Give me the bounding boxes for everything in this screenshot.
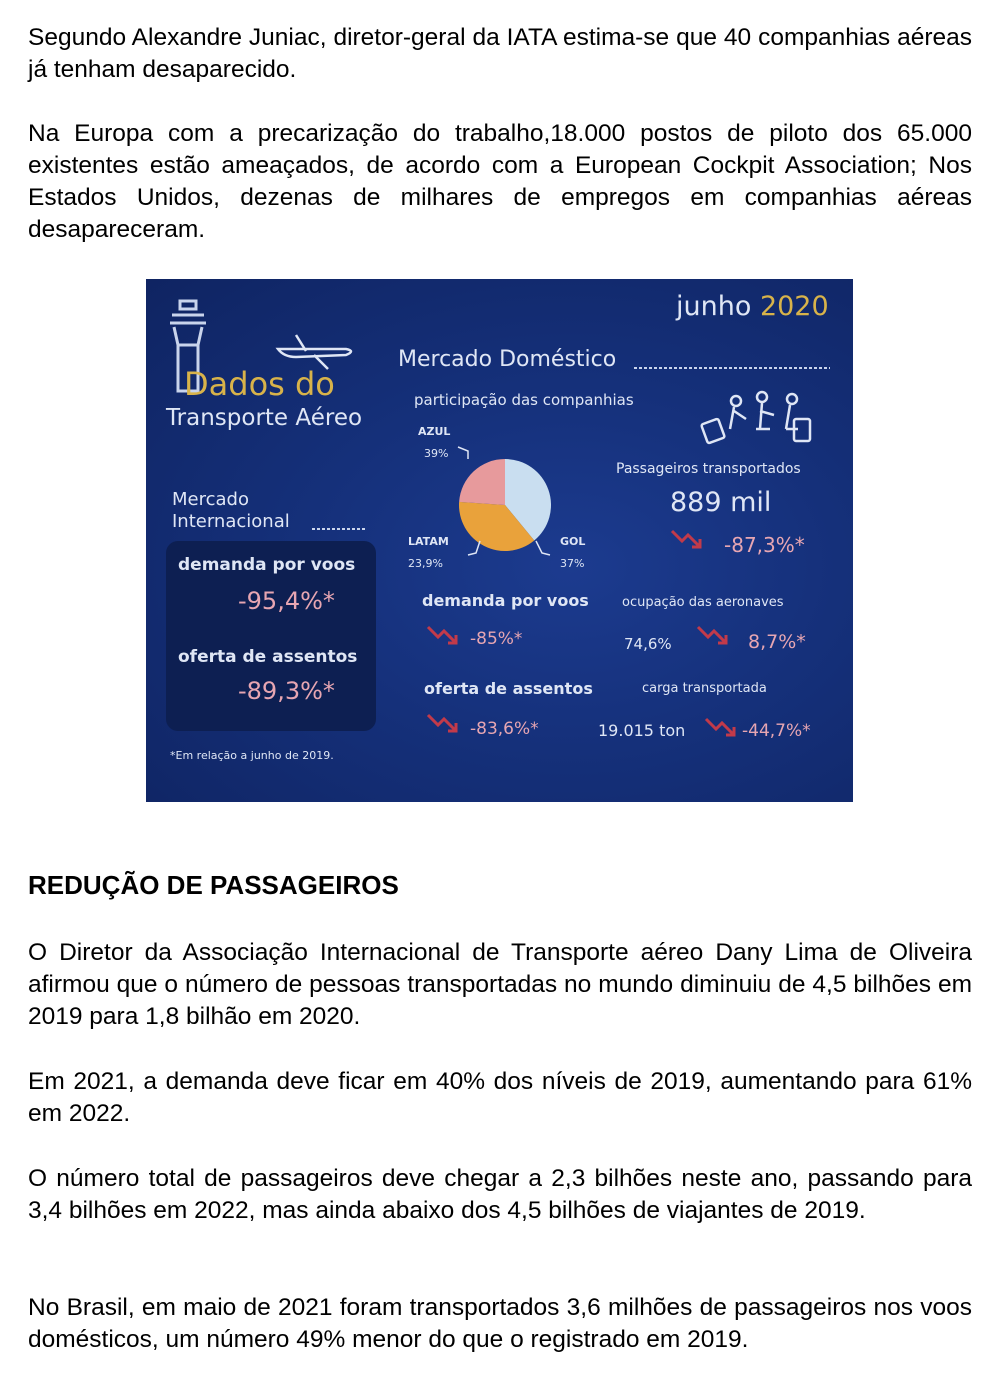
- infographic-subtitle: Transporte Aéreo: [166, 405, 363, 431]
- occupancy-value: 74,6%: [624, 635, 672, 653]
- dom-demand-label: demanda por voos: [422, 591, 589, 610]
- azul-leader-line: [458, 447, 468, 459]
- azul-label: AZUL: [418, 425, 451, 438]
- paragraph-iata: Segundo Alexandre Juniac, diretor-geral da IATA estima-se que 40 companhias aéreas já tenham desaparecido.: [28, 24, 972, 83]
- domestic-title: Mercado Doméstico: [398, 347, 617, 372]
- section-heading: REDUÇÃO DE PASSAGEIROS: [28, 870, 399, 900]
- footnote: *Em relação a junho de 2019.: [170, 749, 334, 762]
- latam-label: LATAM: [408, 535, 449, 548]
- airplane-icon: [278, 335, 351, 369]
- latam-value: 23,9%: [408, 557, 443, 570]
- international-title-line2: Internacional: [172, 511, 290, 532]
- infographic: [146, 279, 853, 802]
- cargo-change: -44,7%*: [742, 721, 811, 741]
- down-arrow-icon: [428, 627, 456, 643]
- down-arrow-icon: [428, 715, 456, 731]
- cargo-label: carga transportada: [642, 681, 767, 696]
- dom-seats-value: -83,6%*: [470, 719, 539, 739]
- occupancy-change: 8,7%*: [748, 631, 806, 653]
- down-arrow-icon: [672, 531, 700, 547]
- travelers-icon: [701, 392, 810, 443]
- paragraph-brazil: No Brasil, em maio de 2021 foram transportados 3,6 milhões de passageiros nos voos domésticos, um número 49% menor do que o registrado em 2019.: [28, 1294, 972, 1353]
- international-title-line1: Mercado: [172, 489, 249, 510]
- date-label: [676, 291, 829, 322]
- paragraph-demand: Em 2021, a demanda deve ficar em 40% dos níveis de 2019, aumentando para 61% em 2022.: [28, 1068, 972, 1127]
- azul-value: 39%: [424, 447, 449, 460]
- pie-slice-latam: [459, 459, 505, 505]
- intl-demand-label: demanda por voos: [178, 555, 356, 575]
- paragraph-director: O Diretor da Associação Internacional de Transporte aéreo Dany Lima de Oliveira afirmou que o número de pessoas transportadas no mundo diminuiu de 4,5 bilhões em 2019 para 1,8 bilhão em 2020.: [28, 939, 972, 1030]
- intl-demand-value: -95,4%*: [238, 587, 335, 615]
- gol-value: 37%: [560, 557, 585, 570]
- cargo-value: 19.015 ton: [598, 721, 686, 740]
- passengers-value: 889 mil: [670, 487, 772, 518]
- paragraph-total: O número total de passageiros deve chegar a 2,3 bilhões neste ano, passando para 3,4 bilhões em 2022, mas ainda abaixo dos 4,5 bilhões de viajantes de 2019.: [28, 1165, 972, 1224]
- latam-leader-line: [468, 541, 480, 555]
- intl-seats-value: -89,3%*: [238, 677, 335, 705]
- up-arrow-icon: [698, 627, 726, 643]
- passengers-label: Passageiros transportados: [616, 461, 801, 477]
- dom-demand-value: -85%*: [470, 629, 523, 649]
- dom-seats-label: oferta de assentos: [424, 679, 593, 698]
- intl-seats-label: oferta de assentos: [178, 647, 358, 667]
- market-share-pie: [459, 459, 551, 551]
- occupancy-label: ocupação das aeronaves: [622, 595, 784, 610]
- gol-leader-line: [536, 541, 550, 555]
- paragraph-europe: Na Europa com a precarização do trabalho,18.000 postos de piloto dos 65.000 existentes estão ameaçados, de acordo com a European Cockpit Association; Nos Estados Unidos, dezenas de milhares de empregos em companhias aéreas desapareceram.: [28, 120, 972, 243]
- gol-label: GOL: [560, 535, 586, 548]
- share-title: participação das companhias: [414, 391, 634, 409]
- passengers-change: -87,3%*: [724, 533, 805, 557]
- down-arrow-icon: [706, 719, 734, 735]
- month-label: junho: [676, 291, 752, 322]
- year-label: 2020: [759, 291, 829, 322]
- infographic-title: Dados do: [184, 365, 335, 403]
